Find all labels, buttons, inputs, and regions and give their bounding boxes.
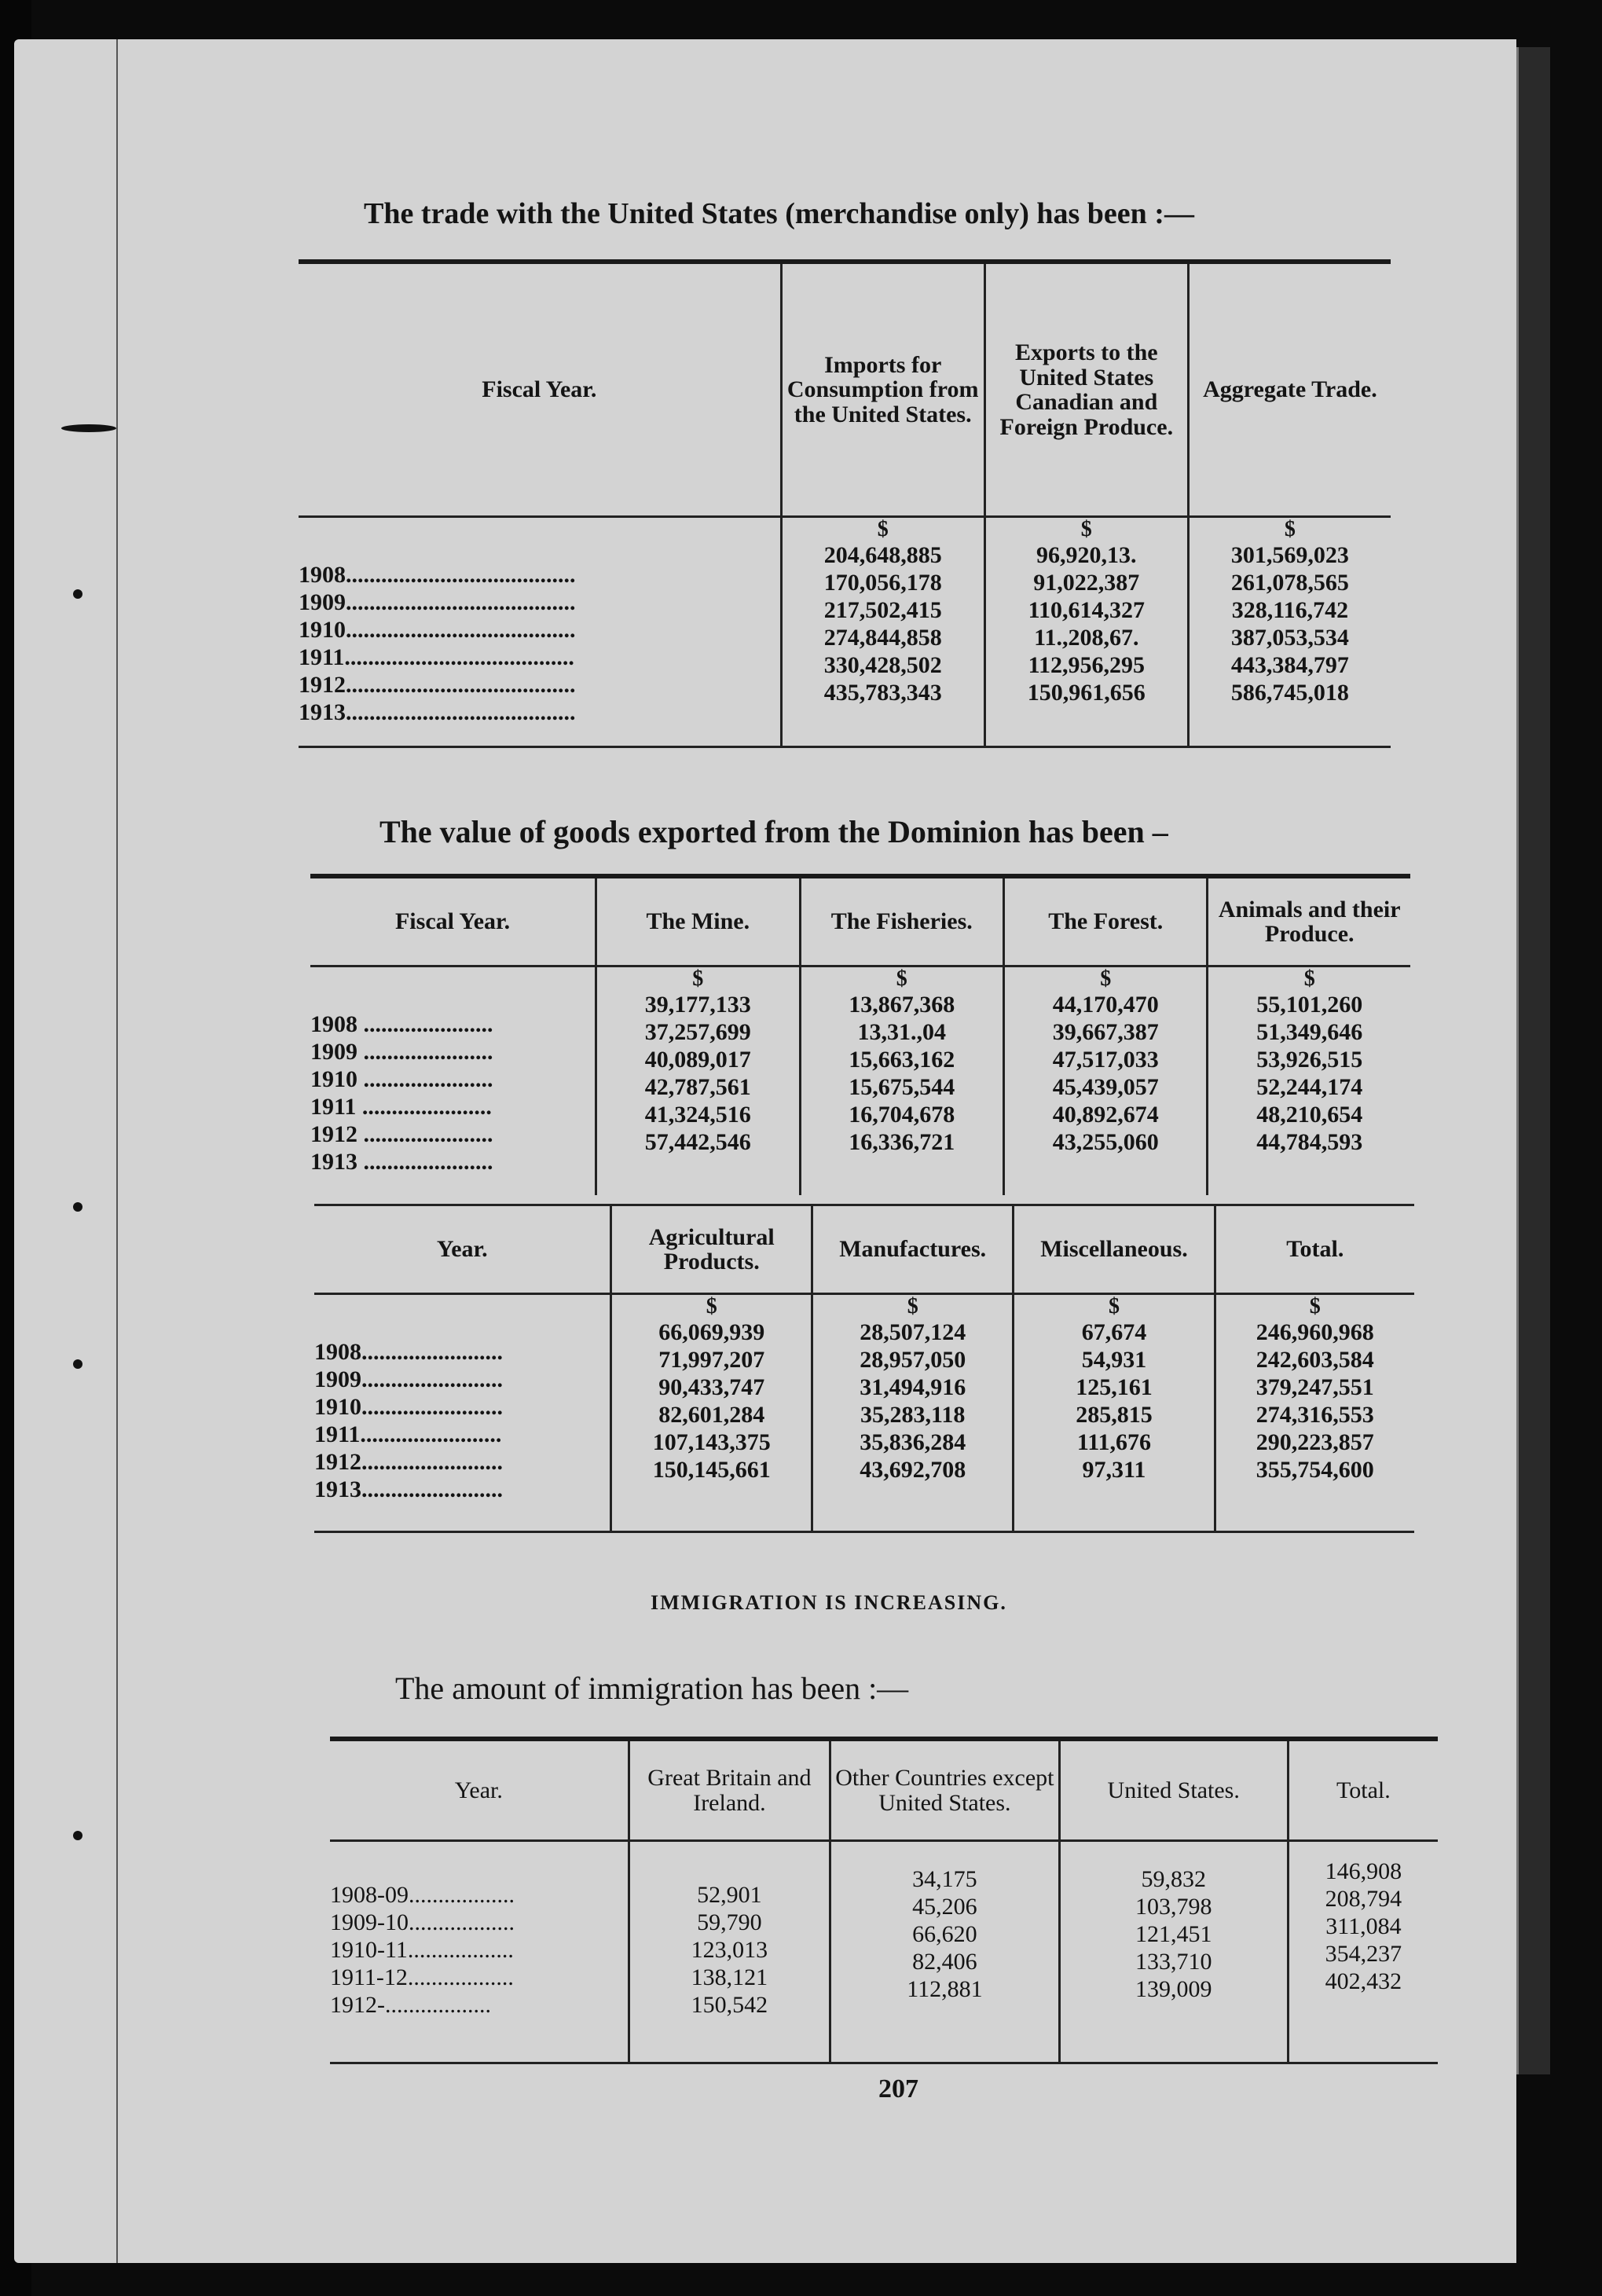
us-trade-caption: The trade with the United States (merchandise only) has been :— (364, 197, 1194, 230)
imports-column (781, 517, 984, 747)
header-imports: Imports for Consumption from the United States. (781, 262, 984, 517)
forest-column (1004, 966, 1208, 1196)
value-cell: 208,794 (1325, 1886, 1402, 1912)
currency-symbol: $ (1100, 966, 1112, 991)
value-cell: 242,603,584 (1256, 1347, 1374, 1373)
currency-symbol: $ (896, 966, 907, 991)
years-column (299, 517, 781, 747)
year-label: 1909-10.................. (330, 1909, 515, 1935)
binding-mark (73, 1831, 82, 1840)
year-label: 1913........................ (314, 1476, 503, 1502)
value-cell: 53,926,515 (1256, 1047, 1363, 1073)
binding-mark (61, 424, 116, 432)
value-cell: 435,783,343 (823, 680, 942, 706)
year-label: 1910-11.................. (330, 1937, 514, 1963)
value-cell: 28,507,124 (860, 1319, 966, 1345)
value-cell: 48,210,654 (1256, 1102, 1363, 1128)
value-cell: 28,957,050 (860, 1347, 966, 1373)
value-cell: 43,692,708 (860, 1457, 966, 1483)
value-cell: 57,442,546 (644, 1129, 751, 1155)
currency-symbol: $ (692, 966, 704, 991)
year-label: 1912-.................. (330, 1992, 491, 2018)
value-cell: 82,406 (912, 1949, 977, 1975)
value-cell: 133,710 (1135, 1949, 1212, 1975)
binding-mark (73, 1202, 82, 1212)
value-cell: 15,663,162 (849, 1047, 955, 1073)
value-cell: 586,745,018 (1230, 680, 1349, 706)
value-cell: 150,961,656 (1027, 680, 1146, 706)
value-cell: 402,432 (1325, 1968, 1402, 1994)
value-cell: 44,170,470 (1052, 992, 1159, 1018)
year-label: 1912........................ (314, 1449, 503, 1475)
value-cell: 301,569,023 (1230, 542, 1349, 568)
immigration-table (330, 1737, 1438, 2064)
margin-line (116, 39, 118, 2263)
header-fiscal-year: Fiscal Year. (299, 262, 781, 517)
other-column (830, 1841, 1059, 2063)
year-label: 1910....................................... (299, 617, 576, 643)
exports-column (984, 517, 1188, 747)
value-cell: 150,542 (691, 1992, 768, 2018)
value-cell: 330,428,502 (823, 652, 942, 678)
value-cell: 285,815 (1076, 1402, 1153, 1428)
header-total: Total. (1288, 1739, 1438, 1841)
value-cell: 16,704,678 (849, 1102, 955, 1128)
value-cell: 47,517,033 (1052, 1047, 1159, 1073)
value-cell: 139,009 (1135, 1976, 1212, 2002)
currency-symbol: $ (706, 1294, 717, 1319)
header-manufactures: Manufactures. (812, 1205, 1014, 1294)
value-cell: 355,754,600 (1256, 1457, 1374, 1483)
value-cell: 379,247,551 (1256, 1374, 1374, 1400)
year-label: 1912....................................... (299, 672, 576, 698)
header-animals: Animals and their Produce. (1208, 876, 1410, 966)
immigration-heading: IMMIGRATION IS INCREASING. (651, 1591, 1007, 1614)
agricultural-column (611, 1294, 812, 1532)
header-year: Year. (330, 1739, 629, 1841)
year-label: 1910........................ (314, 1394, 503, 1420)
currency-symbol: $ (1303, 966, 1315, 991)
value-cell: 91,022,387 (1033, 570, 1140, 596)
page-edge (1516, 47, 1550, 2074)
header-fiscal-year: Fiscal Year. (310, 876, 596, 966)
value-cell: 274,316,553 (1256, 1402, 1374, 1428)
header-miscellaneous: Miscellaneous. (1014, 1205, 1215, 1294)
year-label: 1911........................ (314, 1421, 502, 1447)
year-label: 1913 ...................... (310, 1149, 493, 1175)
value-cell: 51,349,646 (1256, 1019, 1363, 1045)
value-cell: 66,620 (912, 1921, 977, 1947)
value-cell: 59,832 (1141, 1866, 1206, 1892)
value-cell: 16,336,721 (849, 1129, 955, 1155)
header-mine: The Mine. (596, 876, 800, 966)
year-label: 1913....................................... (299, 699, 576, 725)
total-column (1215, 1294, 1414, 1532)
animals-column (1208, 966, 1410, 1196)
total-column (1288, 1841, 1438, 2063)
value-cell: 204,648,885 (823, 542, 942, 568)
value-cell: 59,790 (697, 1909, 762, 1935)
header-agricultural: Agricultural Products. (611, 1205, 812, 1294)
value-cell: 42,787,561 (644, 1074, 751, 1100)
value-cell: 54,931 (1081, 1347, 1147, 1373)
header-us: United States. (1059, 1739, 1288, 1841)
header-other: Other Countries except United States. (830, 1739, 1059, 1841)
value-cell: 52,244,174 (1256, 1074, 1363, 1100)
britain-column (629, 1841, 830, 2063)
years-column (314, 1294, 611, 1532)
header-fisheries: The Fisheries. (800, 876, 1003, 966)
value-cell: 217,502,415 (823, 597, 942, 623)
value-cell: 443,384,797 (1230, 652, 1349, 678)
currency-symbol: $ (907, 1294, 918, 1319)
header-year: Year. (314, 1205, 611, 1294)
value-cell: 40,892,674 (1052, 1102, 1159, 1128)
exports-caption: The value of goods exported from the Dominion has been – (379, 814, 1168, 849)
value-cell: 35,836,284 (860, 1429, 966, 1455)
exports-table-primary (310, 874, 1410, 1195)
year-label: 1909....................................... (299, 589, 576, 615)
aggregate-column (1188, 517, 1391, 747)
currency-symbol: $ (1108, 1294, 1120, 1319)
value-cell: 290,223,857 (1256, 1429, 1374, 1455)
year-label: 1908-09.................. (330, 1882, 515, 1908)
value-cell: 354,237 (1325, 1941, 1402, 1967)
value-cell: 39,667,387 (1052, 1019, 1159, 1045)
value-cell: 97,311 (1082, 1457, 1146, 1483)
years-column (330, 1841, 629, 2063)
value-cell: 112,956,295 (1028, 652, 1145, 678)
page-number: 207 (878, 2074, 918, 2103)
value-cell: 328,116,742 (1231, 597, 1349, 623)
year-label: 1911 ...................... (310, 1094, 492, 1120)
value-cell: 123,013 (691, 1937, 768, 1963)
value-cell: 387,053,534 (1230, 625, 1349, 651)
value-cell: 40,089,017 (644, 1047, 751, 1073)
value-cell: 311,084 (1325, 1913, 1402, 1939)
value-cell: 15,675,544 (849, 1074, 955, 1100)
value-cell: 34,175 (912, 1866, 977, 1892)
year-label: 1909 ...................... (310, 1039, 493, 1065)
value-cell: 261,078,565 (1230, 570, 1349, 596)
manufactures-column (812, 1294, 1014, 1532)
value-cell: 71,997,207 (658, 1347, 765, 1373)
year-label: 1911....................................... (299, 644, 574, 670)
binding-mark (73, 1359, 82, 1369)
year-label: 1909........................ (314, 1366, 503, 1392)
header-aggregate: Aggregate Trade. (1188, 262, 1391, 517)
year-label: 1912 ...................... (310, 1121, 493, 1147)
value-cell: 112,881 (907, 1976, 983, 2002)
year-label: 1908 ...................... (310, 1011, 493, 1037)
currency-symbol: $ (1309, 1294, 1321, 1319)
year-label: 1908........................ (314, 1339, 503, 1365)
value-cell: 55,101,260 (1256, 992, 1363, 1018)
year-label: 1908....................................... (299, 562, 576, 588)
header-britain: Great Britain and Ireland. (629, 1739, 830, 1841)
value-cell: 52,901 (697, 1882, 762, 1908)
value-cell: 35,283,118 (860, 1402, 966, 1428)
value-cell: 13,31.,04 (857, 1019, 947, 1045)
value-cell: 45,439,057 (1052, 1074, 1159, 1100)
year-label: 1910 ...................... (310, 1066, 493, 1092)
immigration-caption: The amount of immigration has been :— (395, 1671, 909, 1706)
value-cell: 146,908 (1325, 1858, 1402, 1884)
value-cell: 31,494,916 (860, 1374, 966, 1400)
value-cell: 246,960,968 (1256, 1319, 1374, 1345)
value-cell: 41,324,516 (644, 1102, 751, 1128)
years-column (310, 966, 596, 1196)
header-exports: Exports to the United States Canadian and Foreign Produce. (984, 262, 1188, 517)
value-cell: 43,255,060 (1052, 1129, 1159, 1155)
value-cell: 37,257,699 (644, 1019, 751, 1045)
header-total: Total. (1215, 1205, 1414, 1294)
value-cell: 150,145,661 (652, 1457, 771, 1483)
value-cell: 170,056,178 (823, 570, 942, 596)
binding-mark (73, 589, 82, 599)
value-cell: 138,121 (691, 1964, 768, 1990)
value-cell: 110,614,327 (1028, 597, 1145, 623)
value-cell: 96,920,13. (1036, 542, 1137, 568)
currency-symbol: $ (1080, 517, 1092, 541)
mine-column (596, 966, 800, 1196)
miscellaneous-column (1014, 1294, 1215, 1532)
exports-table-secondary (314, 1204, 1414, 1533)
value-cell: 111,676 (1076, 1429, 1152, 1455)
header-forest: The Forest. (1004, 876, 1208, 966)
value-cell: 67,674 (1081, 1319, 1147, 1345)
us-trade-table (299, 259, 1391, 748)
value-cell: 11.,208,67. (1034, 625, 1139, 651)
us-column (1059, 1841, 1288, 2063)
value-cell: 45,206 (912, 1894, 977, 1920)
value-cell: 125,161 (1076, 1374, 1153, 1400)
value-cell: 90,433,747 (658, 1374, 765, 1400)
year-label: 1911-12.................. (330, 1964, 514, 1990)
fisheries-column (800, 966, 1003, 1196)
value-cell: 274,844,858 (823, 625, 942, 651)
value-cell: 121,451 (1135, 1921, 1212, 1947)
currency-symbol: $ (1284, 517, 1296, 541)
value-cell: 82,601,284 (658, 1402, 765, 1428)
value-cell: 13,867,368 (849, 992, 955, 1018)
value-cell: 103,798 (1135, 1894, 1212, 1920)
value-cell: 107,143,375 (652, 1429, 771, 1455)
value-cell: 44,784,593 (1256, 1129, 1363, 1155)
value-cell: 39,177,133 (644, 992, 751, 1018)
value-cell: 66,069,939 (658, 1319, 765, 1345)
currency-symbol: $ (877, 517, 889, 541)
